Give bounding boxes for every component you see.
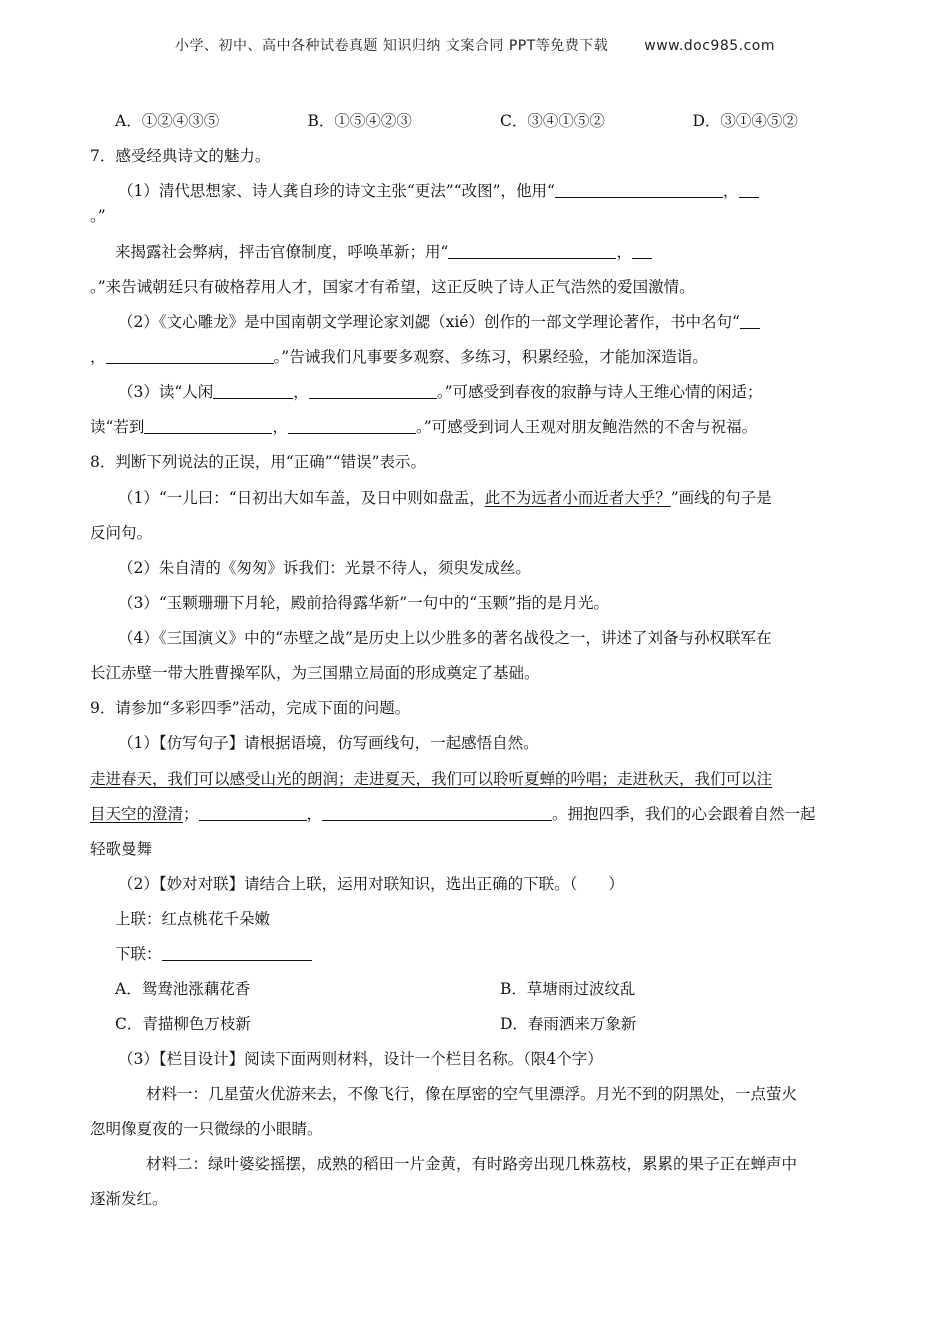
answer-blank[interactable]: [322, 803, 552, 821]
q9-sub2-lower: 下联：: [90, 943, 885, 966]
document-body: [90, 110, 885, 1211]
q9-sub2-options-row2: [90, 1013, 885, 1036]
answer-blank[interactable]: [162, 943, 312, 961]
q9-option-a: A．鸳鸯池涨藕花香: [115, 980, 251, 998]
underlined-sentence: 走进春天，我们可以感受山光的朗润；走进夏天，我们可以聆听夏蝉的吟唱；走进秋天，我们可以注: [90, 770, 773, 788]
q7-part2-line2: ， 。”告诫我们凡事要多观察、多练习，积累经验，才能加深造诣。: [90, 348, 708, 366]
q9-sub2-options-row1: [90, 978, 885, 1001]
q8-item1: （1）“一儿曰：“日初出大如车盖，及日中则如盘盂，此不为远者小而近者大乎？”画线的句子是: [118, 489, 772, 507]
q9-sub3-title: （3）【栏目设计】阅读下面两则材料，设计一个栏目名称。（限4个字）: [118, 1050, 603, 1068]
answer-blank[interactable]: [740, 311, 760, 329]
q7-title: 7．感受经典诗文的魅力。: [90, 147, 271, 165]
header-site: www.doc985.com: [644, 38, 776, 54]
answer-blank[interactable]: [199, 803, 307, 821]
q8-item4-line2: 长江赤壁一带大胜曹操军队，为三国鼎立局面的形成奠定了基础。: [90, 664, 540, 682]
q9-sub1-end: 轻歌曼舞: [90, 840, 153, 858]
q6-option-d: D．③①④⑤②: [692, 112, 798, 130]
q7-part1-line1: （1）清代思想家、诗人龚自珍的诗文主张“更法”“改图”，他用“ ，: [90, 180, 885, 203]
q9-sub2-upper: 上联：红点桃花千朵嫩: [115, 910, 271, 928]
q6-options: [90, 110, 885, 133]
q6-option-c: C．③④①⑤②: [500, 112, 605, 130]
q7-part1-line3: 。”来告诫朝廷只有破格荐用人才，国家才有希望，这正反映了诗人正气浩然的爱国激情。: [90, 278, 695, 296]
q8-item2: （2）朱自清的《匆匆》诉我们：光景不待人，须臾发成丝。: [118, 559, 531, 577]
answer-blank[interactable]: [309, 381, 437, 399]
q7-part1-line2: 来揭露社会弊病，抨击官僚制度，呼唤革新；用“ ，: [90, 241, 885, 264]
answer-blank[interactable]: [144, 416, 272, 434]
material1-line1: 材料一：几星萤火优游来去，不像飞行，像在厚密的空气里漂浮。月光不到的阴黑处，一点萤火: [146, 1085, 798, 1103]
q9-title: 9．请参加“多彩四季”活动，完成下面的问题。: [90, 699, 411, 717]
q9-option-d: D．春雨洒来万象新: [500, 1015, 637, 1033]
q9-sub1-sentence-line1: [90, 768, 885, 791]
q9-sub1-title: （1）【仿写句子】请根据语境，仿写画线句，一起感悟自然。: [118, 734, 539, 752]
material2-line2: 逐渐发红。: [90, 1190, 168, 1208]
q7-part1-end: 。”: [90, 207, 106, 225]
q6-option-b: B．①⑤④②③: [307, 112, 412, 130]
q8-item4-line1: （4）《三国演义》中的“赤壁之战”是历史上以少胜多的著名战役之一，讲述了刘备与孙权联军在: [118, 629, 772, 647]
answer-blank[interactable]: [739, 180, 759, 198]
q6-option-a: A．①②④③⑤: [115, 112, 220, 130]
answer-blank[interactable]: [213, 381, 293, 399]
underlined-sentence: 此不为远者小而近者大乎？: [484, 489, 671, 507]
answer-blank[interactable]: [106, 346, 274, 364]
answer-blank[interactable]: [632, 241, 652, 259]
material2-line1: 材料二：绿叶婆娑摇摆，成熟的稻田一片金黄，有时路旁出现几株荔枝，累累的果子正在蝉声中: [146, 1155, 798, 1173]
underlined-sentence: 目天空的澄清: [90, 805, 184, 823]
q7-part2-line1: （2）《文心雕龙》是中国南朝文学理论家刘勰（xié）创作的一部文学理论著作，书中名句“: [90, 311, 885, 334]
answer-blank[interactable]: [555, 180, 723, 198]
answer-blank[interactable]: [448, 241, 616, 259]
q9-option-b: B．草塘雨过波纹乱: [500, 980, 636, 998]
q7-part3-line1: （3）读“人闲 ， 。”可感受到春夜的寂静与诗人王维心情的闲适；: [118, 383, 763, 401]
answer-blank[interactable]: [288, 416, 416, 434]
q8-item3: （3）“玉颗珊珊下月轮，殿前拾得露华新”一句中的“玉颗”指的是月光。: [118, 594, 610, 612]
q8-item1-cont: 反问句。: [90, 524, 153, 542]
material1-line2: 忽明像夏夜的一只微绿的小眼睛。: [90, 1120, 323, 1138]
q9-sub2-title: （2）【妙对对联】请结合上联，运用对联知识，选出正确的下联。（ ）: [118, 875, 624, 893]
q9-option-c: C．青描柳色万枝新: [115, 1015, 251, 1033]
q8-title: 8．判断下列说法的正误，用“正确”“错误”表示。: [90, 453, 427, 471]
q7-part3-line2: 读“若到 ， 。”可感受到词人王观对朋友鲍浩然的不舍与祝福。: [90, 418, 758, 436]
page-header: [0, 35, 950, 55]
q9-sub1-sentence-line2: 目天空的澄清； ， 。拥抱四季，我们的心会跟着自然一起: [90, 805, 816, 823]
header-text: 小学、初中、高中各种试卷真题 知识归纳 文案合同 PPT等免费下载: [174, 38, 609, 54]
